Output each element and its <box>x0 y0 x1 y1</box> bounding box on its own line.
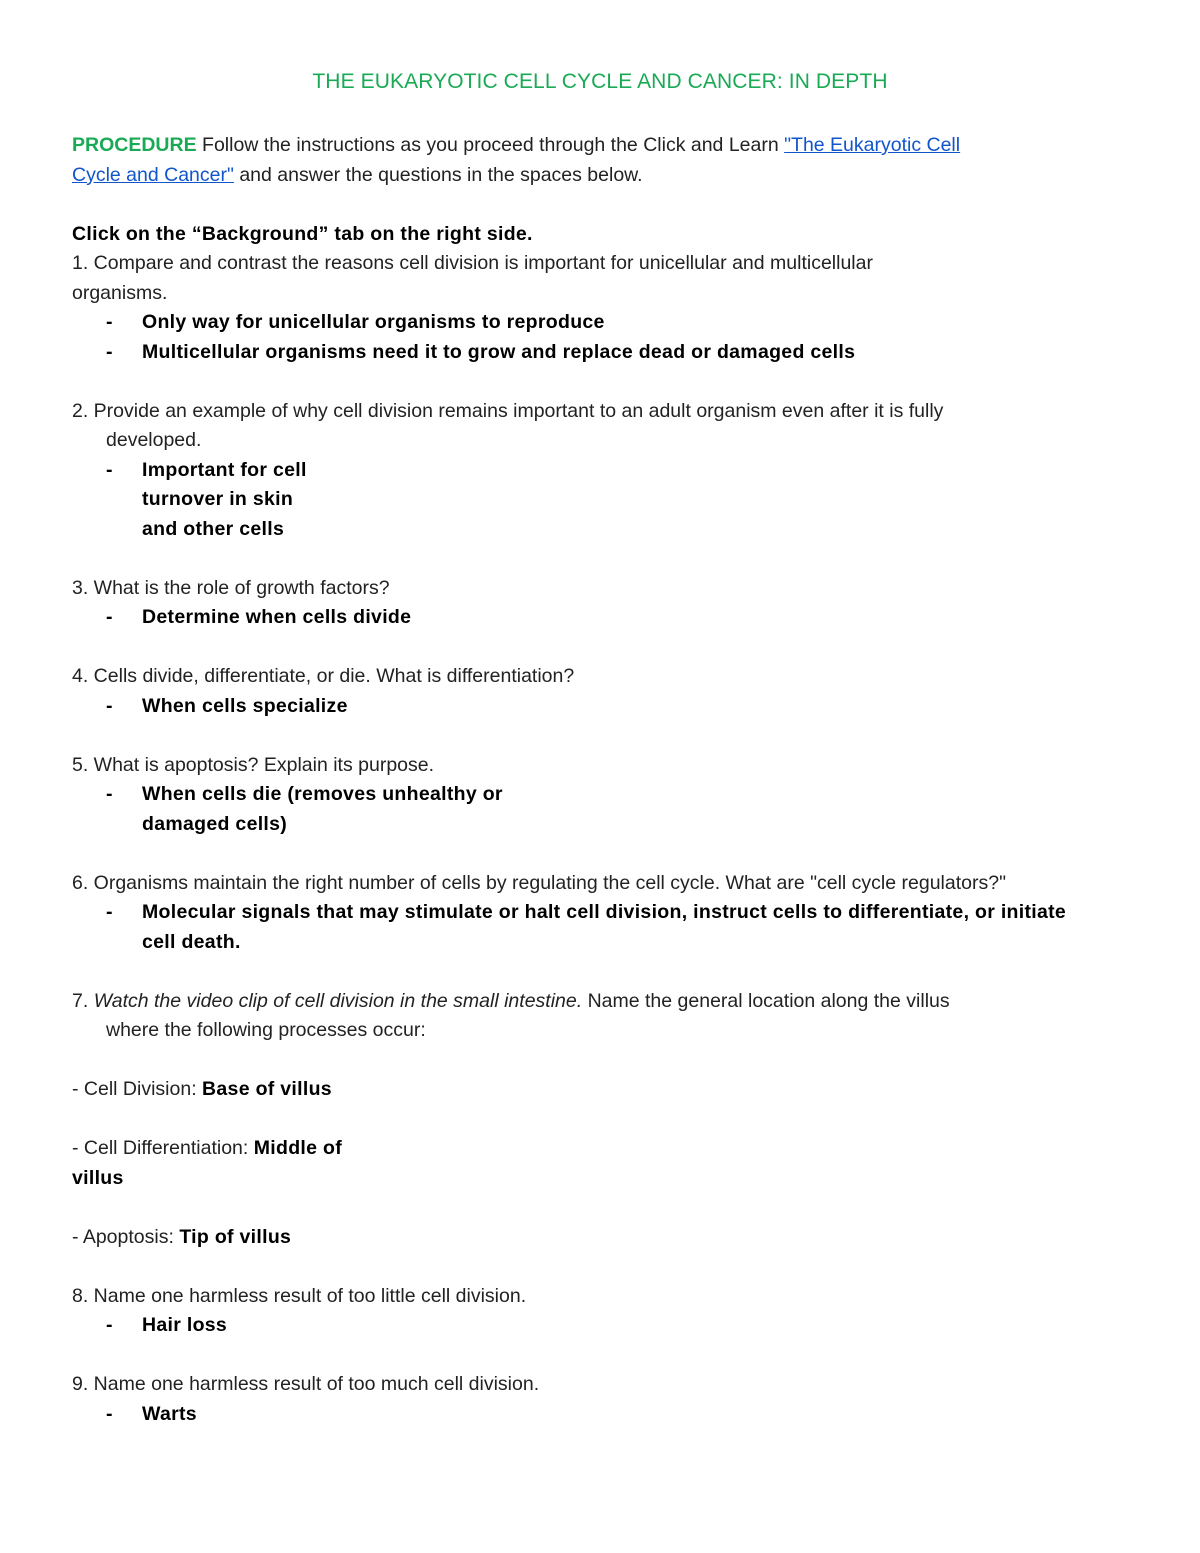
answer-4: - When cells specialize <box>106 694 348 717</box>
procedure-text: Follow the instructions as you proceed through the Click and Learn <box>196 134 785 156</box>
answer-2: - Important for cell <box>106 458 307 481</box>
answer-3: - Determine when cells divide <box>106 606 412 628</box>
question-1: 1. Compare and contrast the reasons cell division is important for unicellular and multicellular <box>72 252 873 274</box>
answer-8: - Hair loss <box>106 1314 228 1336</box>
answer-9: - Warts <box>106 1402 197 1425</box>
question-7-cont: where the following processes occur: <box>106 1019 426 1041</box>
procedure-label: PROCEDURE <box>72 134 197 156</box>
cell-differentiation-answer: - Cell Differentiation: Middle of <box>72 1137 342 1159</box>
apoptosis-answer: - Apoptosis: Tip of villus <box>72 1225 292 1248</box>
procedure-text-after: and answer the questions in the spaces below. <box>233 163 643 186</box>
cell-division-answer: - Cell Division: Base of villus <box>72 1078 332 1100</box>
question-8: 8. Name one harmless result of too little cell division. <box>72 1284 527 1307</box>
page-title: THE EUKARYOTIC CELL CYCLE AND CANCER: IN DEPTH <box>312 70 888 93</box>
answer-2-line-2: turnover in skin <box>142 488 294 510</box>
section-heading: Click on the “Background” tab on the right side. <box>72 222 533 245</box>
answer-6: - Molecular signals that may stimulate or halt cell division, instruct cells to differentiate, or initiate <box>106 901 1067 923</box>
answer-5-line-2: damaged cells) <box>142 812 288 835</box>
question-2-cont: developed. <box>106 429 202 451</box>
question-3: 3. What is the role of growth factors? <box>72 576 390 599</box>
procedure-line-1 <box>72 131 1152 161</box>
procedure-line-2 <box>72 161 1152 191</box>
click-and-learn-link[interactable]: "The Eukaryotic Cell <box>784 134 961 156</box>
question-5: 5. What is apoptosis? Explain its purpose. <box>72 753 435 776</box>
question-9: 9. Name one harmless result of too much cell division. <box>72 1373 540 1395</box>
cell-differentiation-answer-cont: villus <box>72 1166 124 1189</box>
click-and-learn-link-cont[interactable]: Cycle and Cancer" <box>72 163 234 186</box>
answer-1a: - Only way for unicellular organisms to reproduce <box>106 311 605 333</box>
answer-2-line-3: and other cells <box>142 517 285 540</box>
answer-5: - When cells die (removes unhealthy or <box>106 783 503 805</box>
answer-1b: - Multicellular organisms need it to grow and replace dead or damaged cells <box>106 340 856 363</box>
question-2: 2. Provide an example of why cell division remains important to an adult organism even after it is fully <box>72 399 944 422</box>
question-7: 7. Watch the video clip of cell division in the small intestine. Name the general location along the villus <box>72 989 950 1012</box>
document-body <box>72 131 1152 1429</box>
question-4: 4. Cells divide, differentiate, or die. What is differentiation? <box>72 665 575 687</box>
question-1-cont: organisms. <box>72 281 168 304</box>
answer-6-line-2: cell death. <box>142 930 241 953</box>
question-6: 6. Organisms maintain the right number of cells by regulating the cell cycle. What are "cell cycle regulators?" <box>72 871 1007 894</box>
